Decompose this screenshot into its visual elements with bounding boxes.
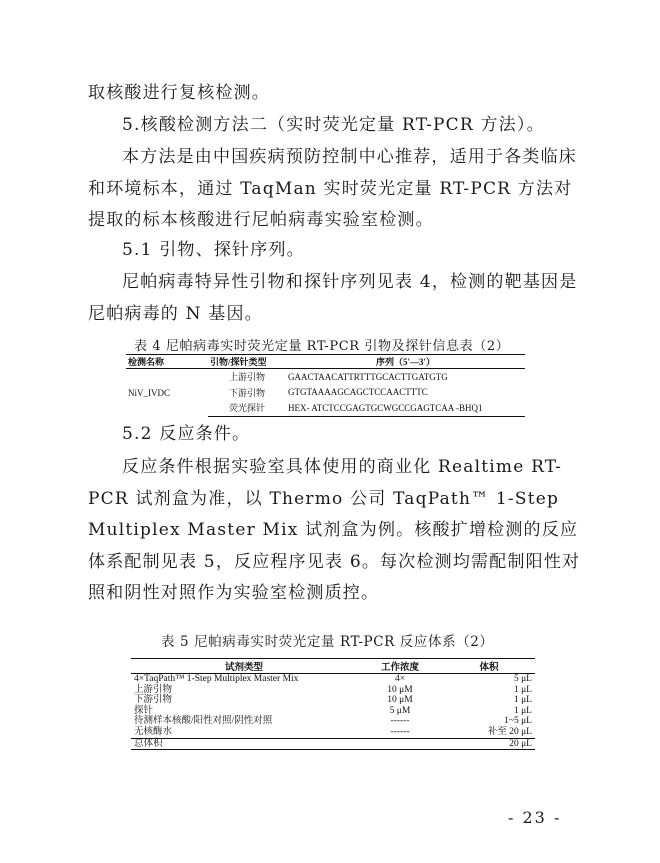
table5-volume: 1~5 μL bbox=[504, 716, 532, 727]
table5-reagent: 无核酶水 bbox=[134, 726, 173, 737]
table4-type-probe: 荧光探针 bbox=[208, 400, 286, 416]
table4-header-name: 检测名称 bbox=[126, 355, 208, 369]
table4-seq-probe: HEX- ATCTCCGAGTGCWGCCGAGTCAA -BHQ1 bbox=[286, 400, 525, 416]
paragraph-method-description: 本方法是由中国疾病预防控制中心推荐，适用于各类临床和环境标本，通过 TaqMan 实时荧光定量 RT-PCR 方法对提取的标本核酸进行尼帕病毒实验室检测。 bbox=[88, 147, 577, 230]
paragraph-primers: 尼帕病毒特异性引物和探针序列见表 4，检测的靶基因是尼帕病毒的 N 基因。 bbox=[88, 272, 578, 324]
table5-reagent: 探针 bbox=[134, 705, 154, 716]
table5-volume: 1 μL bbox=[513, 705, 532, 716]
table5-concentration: ------ bbox=[390, 716, 410, 727]
table5-total-label: 总体积 bbox=[131, 738, 357, 750]
table5-header-reagent: 试剂类型 bbox=[131, 659, 357, 674]
table-row bbox=[126, 369, 525, 385]
table5-caption: 表 5 尼帕病毒实时荧光定量 RT-PCR 反应体系（2） bbox=[161, 634, 494, 650]
table5-total-volume: 20 μL bbox=[443, 738, 535, 750]
table5-concentration: 4× bbox=[394, 674, 406, 684]
table5-header-row bbox=[131, 659, 535, 674]
table4-primers-probes bbox=[126, 354, 525, 417]
table5-concentration: 10 μM bbox=[387, 684, 413, 695]
table-row bbox=[131, 685, 535, 696]
table5-concentration: ------ bbox=[390, 726, 410, 737]
table5-concentration: 10 μM bbox=[387, 695, 413, 706]
table5-reagent: 4×TaqPath™ 1-Step Multiplex Master Mix bbox=[134, 674, 299, 684]
table5-concentration: 5 μM bbox=[389, 705, 411, 716]
table-row bbox=[131, 716, 535, 727]
table5-total-row bbox=[131, 738, 535, 750]
table5-volume: 5 μL bbox=[513, 674, 532, 684]
paragraph-conditions: 反应条件根据实验室具体使用的商业化 Realtime RT-PCR 试剂盒为准，以 Thermo 公司 TaqPath™ 1-Step Multiplex Master Mix 试剂盒为例。核酸扩增检测的反应体系配制见表 5，反应程序见表 6。每次检测均需配制阳性对照和阴性对照作为实验室检测质控。 bbox=[88, 457, 581, 603]
table5-reagent: 下游引物 bbox=[134, 695, 173, 706]
table-row bbox=[131, 695, 535, 706]
table-row bbox=[131, 727, 535, 738]
table-row bbox=[131, 674, 535, 685]
table4-assay-name: NiV_IVDC bbox=[128, 387, 170, 398]
table5-volume: 1 μL bbox=[513, 695, 532, 706]
section-heading-method-2: 5.核酸检测方法二（实时荧光定量 RT-PCR 方法）。 bbox=[122, 115, 545, 135]
table5-reaction-system bbox=[131, 658, 535, 750]
table5-header-volume: 体积 bbox=[443, 659, 535, 674]
table5-reagent: 上游引物 bbox=[134, 684, 173, 695]
table4-header-row bbox=[126, 355, 525, 369]
table5-volume: 1 μL bbox=[513, 684, 532, 695]
paragraph-continuation: 取核酸进行复核检测。 bbox=[88, 83, 270, 103]
table4-seq-forward: GAACTAACATTRTTTGCACTTGATGTG bbox=[288, 371, 448, 382]
table5-total-concentration bbox=[357, 738, 443, 750]
table5-reagent: 待测样本核酸/阳性对照/阴性对照 bbox=[134, 716, 273, 727]
table5-header-concentration: 工作浓度 bbox=[357, 659, 443, 674]
table5-volume: 补至 20 μL bbox=[487, 726, 532, 737]
table4-header-type: 引物/探针类型 bbox=[208, 355, 286, 369]
table4-type-reverse: 下游引物 bbox=[228, 387, 265, 398]
subsection-heading-primers: 5.1 引物、探针序列。 bbox=[122, 240, 305, 260]
table4-caption: 表 4 尼帕病毒实时荧光定量 RT-PCR 引物及探针信息表（2） bbox=[134, 339, 510, 354]
table4-header-sequence: 序列（5′—3′） bbox=[286, 355, 525, 369]
table-row bbox=[131, 706, 535, 717]
page-number: - 23 - bbox=[508, 808, 562, 827]
table4-seq-reverse: GTGTAAAAGCAGCTCCAACTTTC bbox=[288, 387, 428, 398]
subsection-heading-conditions: 5.2 反应条件。 bbox=[122, 424, 251, 444]
table4-type-forward: 上游引物 bbox=[228, 372, 265, 383]
